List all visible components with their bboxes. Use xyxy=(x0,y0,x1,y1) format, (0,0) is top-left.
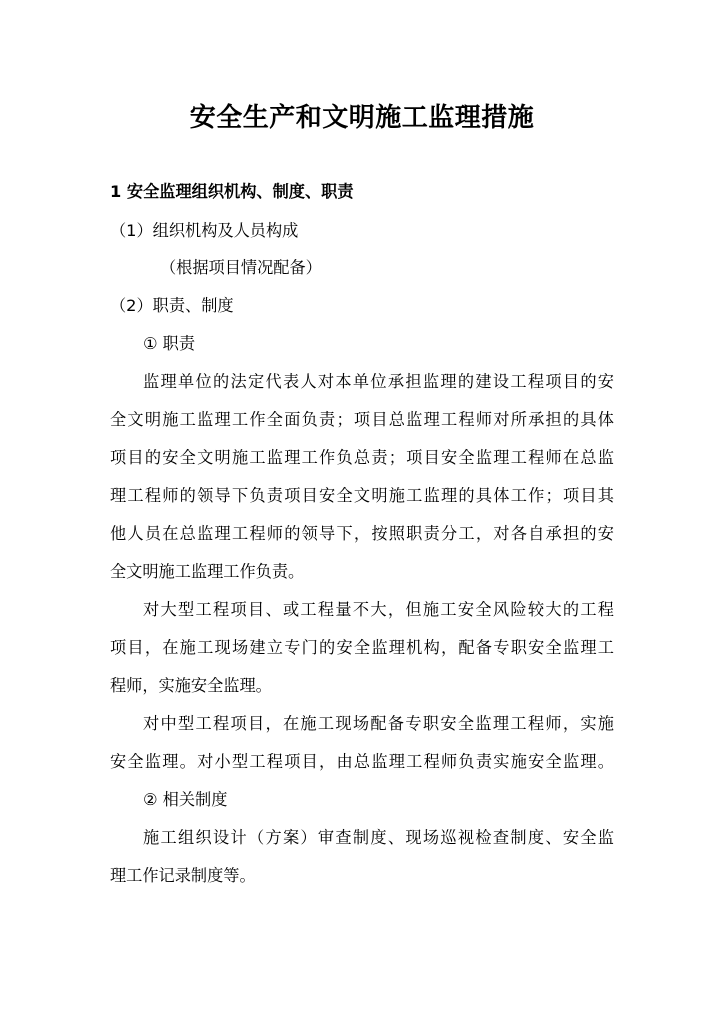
duty-paragraph-1-line: 理工程师的领导下负责项目安全文明施工监理的具体工作；项目其 xyxy=(110,486,614,505)
system-paragraph-line: 理工作记录制度等。 xyxy=(110,866,256,885)
duty-paragraph-1-line: 全文明施工监理工作全面负责；项目总监理工程师对所承担的具体 xyxy=(110,410,614,429)
system-paragraph-line: 施工组织设计（方案）审查制度、现场巡视检查制度、安全监 xyxy=(143,828,614,847)
duty-paragraph-1-line: 他人员在总监理工程师的领导下，按照职责分工，对各自承担的安 xyxy=(110,524,614,543)
document-title: 安全生产和文明施工监理措施 xyxy=(189,103,535,133)
duty-paragraph-2-line: 项目，在施工现场建立专门的安全监理机构，配备专职安全监理工 xyxy=(110,638,614,657)
duty-paragraph-2-line: 程师，实施安全监理。 xyxy=(110,676,272,695)
duty-paragraph-3-line: 对中型工程项目，在施工现场配备专职安全监理工程师，实施 xyxy=(143,714,614,733)
item-1-note: （根据项目情况配备） xyxy=(160,258,322,277)
item-2-label: （2）职责、制度 xyxy=(110,296,234,315)
duty-paragraph-3-line: 安全监理。对小型工程项目，由总监理工程师负责实施安全监理。 xyxy=(110,752,614,771)
duty-paragraph-1-line: 监理单位的法定代表人对本单位承担监理的建设工程项目的安 xyxy=(143,372,614,391)
duty-paragraph-1-line: 全文明施工监理工作负责。 xyxy=(110,562,305,581)
item-1-label: （1）组织机构及人员构成 xyxy=(110,221,299,240)
duty-paragraph-1-line: 项目的安全文明施工监理工作负总责；项目安全监理工程师在总监 xyxy=(110,448,614,467)
sub-1-label: ① 职责 xyxy=(143,334,196,353)
sub-2-label: ② 相关制度 xyxy=(143,790,228,809)
section-1-heading: 1 安全监理组织机构、制度、职责 xyxy=(110,182,354,201)
duty-paragraph-2-line: 对大型工程项目、或工程量不大，但施工安全风险较大的工程 xyxy=(143,600,614,619)
